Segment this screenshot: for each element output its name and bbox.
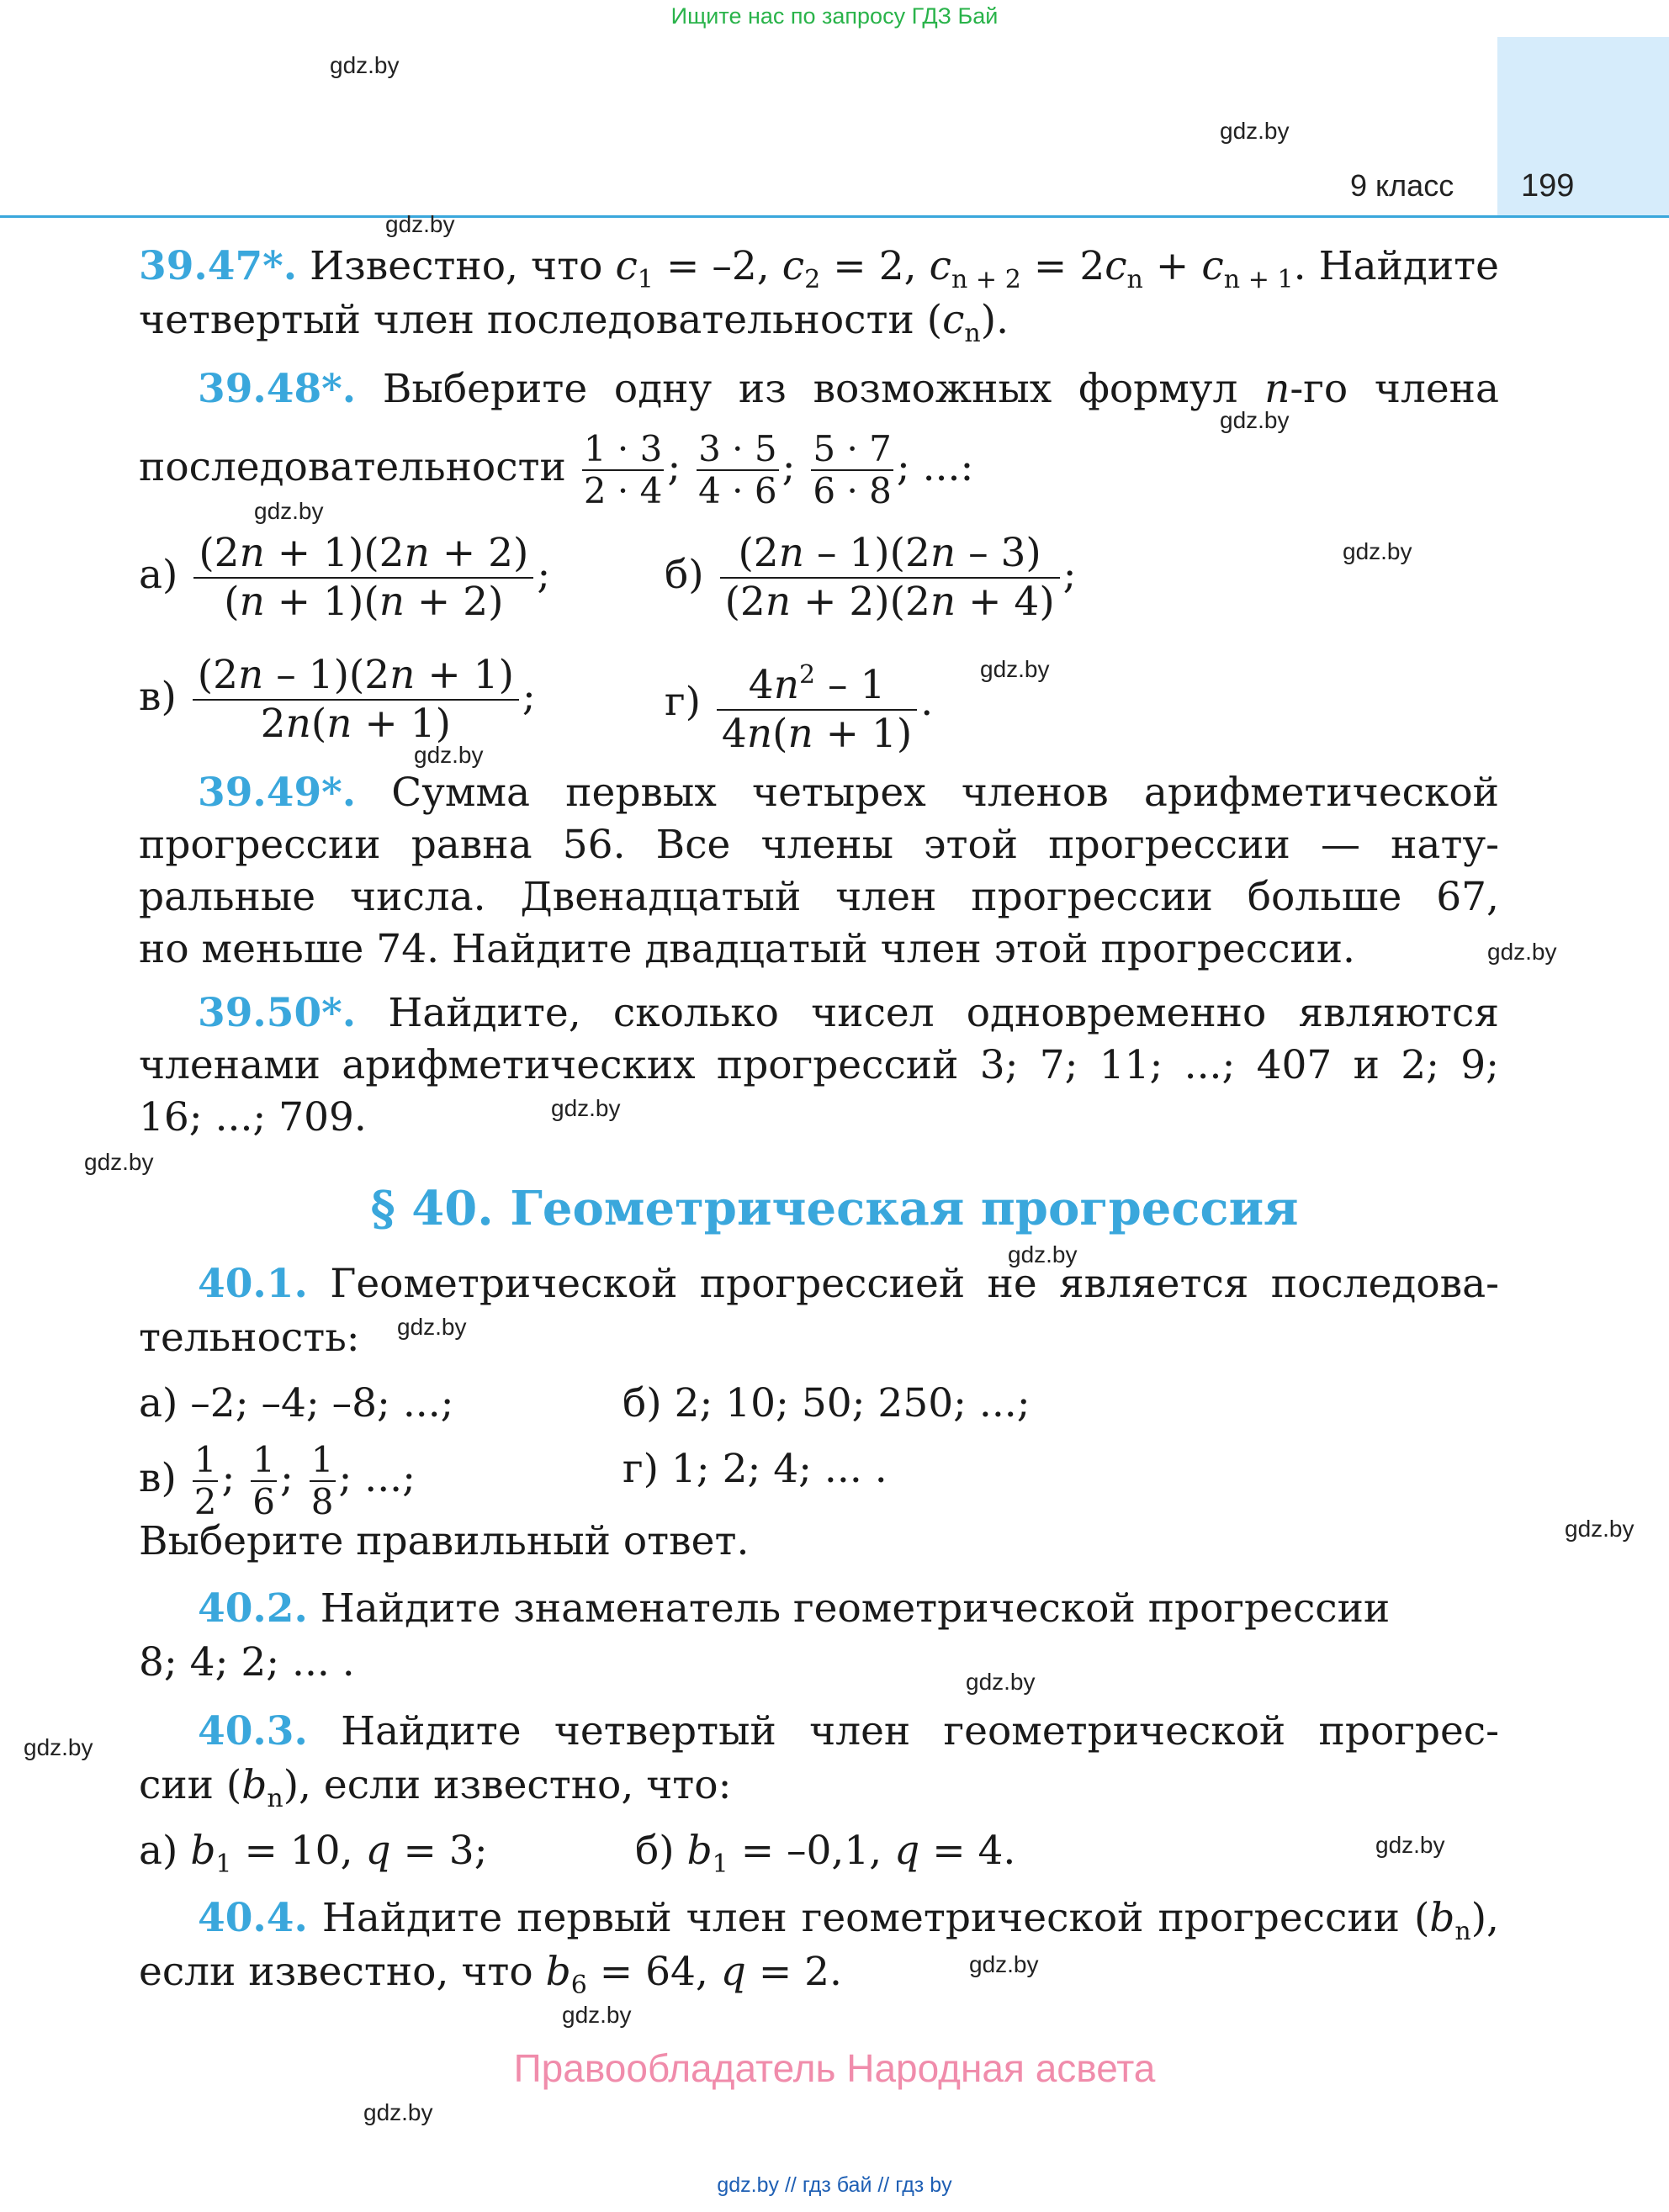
watermark: gdz.by	[980, 656, 1050, 682]
grade-label: 9 класс	[1350, 168, 1454, 203]
problem-39-48-line1: 39.48*. Выберите одну из возможных формул n-го члена	[198, 366, 1499, 412]
problem-39-47-line2: четвертый член последовательности $(c_n)$.	[139, 297, 1009, 348]
problem-39-48-line2: последовательности $\frac{1 \cdot 3}{2 \cdot 4}$ ; $\frac{3 \cdot 5}{4 \cdot 6}$ ; $\frac{5 \cdot 7}{6 \cdot 8}$ ; ...:	[139, 428, 974, 511]
option-g: г) 1; 2; 4; ... .	[623, 1446, 887, 1492]
problem-number: 40.4.	[198, 1895, 308, 1941]
header-rule	[0, 215, 1669, 218]
problem-number: 39.47*.	[139, 243, 298, 289]
watermark: gdz.by	[966, 1669, 1036, 1695]
option-b: б) $b_1 = -0,1$, q = 4.	[635, 1828, 1016, 1879]
problem-40-1-line2: тельность:	[139, 1315, 360, 1361]
option-b: б) 2; 10; 50; 250; ...;	[623, 1380, 1031, 1426]
watermark: gdz.by	[385, 211, 455, 237]
problem-39-49-line3: ральные числа. Двенадцатый член прогрессии больше 67,	[139, 874, 1499, 920]
option-v: в) $\frac{(2n - 1)(2n + 1)}{2n(n + 1)}$ ;	[139, 652, 536, 747]
problem-number: 39.48*.	[198, 366, 357, 412]
watermark: gdz.by	[562, 2002, 632, 2028]
watermark: gdz.by	[84, 1149, 154, 1175]
watermark: gdz.by	[363, 2099, 433, 2125]
problem-40-1-line1: 40.1. Геометрической прогрессией не является последова-	[198, 1261, 1499, 1307]
problem-39-50-line2: членами арифметических прогрессий 3; 7; 11; ...; 407 и 2; 9;	[139, 1042, 1499, 1088]
problem-40-1-answer: Выберите правильный ответ.	[139, 1518, 750, 1564]
top-banner: Ищите нас по запросу ГДЗ Бай	[670, 3, 999, 29]
watermark: gdz.by	[1565, 1516, 1635, 1542]
problem-39-49-line2: прогрессии равна 56. Все члены этой прогрессии — нату-	[139, 822, 1499, 868]
watermark: gdz.by	[551, 1095, 621, 1121]
problem-40-3-line2: сии $(b_n)$, если известно, что:	[139, 1762, 732, 1813]
problem-40-2-line1: 40.2. Найдите знаменатель геометрической прогрессии	[198, 1585, 1391, 1632]
problem-number: 39.49*.	[198, 770, 357, 816]
option-a: а) $b_1 = 10$, q = 3;	[139, 1828, 488, 1879]
problem-39-50-line3: 16; ...; 709.	[139, 1094, 367, 1140]
problem-number: 40.3.	[198, 1708, 308, 1754]
watermark: gdz.by	[1220, 407, 1290, 433]
watermark: gdz.by	[1375, 1832, 1445, 1858]
problem-39-47-line1: 39.47*. Известно, что $c_1 = -2$, $c_2 = 2$, $c_{n + 2} = 2c_n + c_{n + 1}$. Найдите	[139, 243, 1499, 294]
problem-40-4-line1: 40.4. Найдите первый член геометрической прогрессии $(b_n)$,	[198, 1895, 1499, 1946]
problem-39-49-line1: 39.49*. Сумма первых четырех членов арифметической	[198, 770, 1499, 816]
section-title: § 40. Геометрическая прогрессия	[370, 1181, 1299, 1236]
option-a: а) $\frac{(2n + 1)(2n + 2)}{(n + 1)(n + 2)}$ ;	[139, 530, 551, 625]
problem-39-49-line4: но меньше 74. Найдите двадцатый член этой прогрессии.	[139, 926, 1355, 972]
problem-40-2-line2: 8; 4; 2; ... .	[139, 1639, 355, 1685]
problem-number: 40.1.	[198, 1261, 308, 1307]
watermark: gdz.by	[1008, 1241, 1078, 1267]
watermark: gdz.by	[330, 52, 400, 78]
option-a: а) –2; –4; –8; ...;	[139, 1380, 454, 1426]
option-v: в) $\frac{1}{2}$ ; $\frac{1}{6}$ ; $\frac{1}{8}$ ; ...;	[139, 1439, 416, 1522]
watermark: gdz.by	[24, 1734, 93, 1760]
option-b: б) $\frac{(2n - 1)(2n - 3)}{(2n + 2)(2n + 4)}$ ;	[665, 530, 1077, 625]
copyright-notice: Правообладатель Народная асвета	[513, 2046, 1156, 2090]
watermark: gdz.by	[1343, 538, 1412, 564]
watermark: gdz.by	[1487, 939, 1557, 965]
page-number: 199	[1521, 168, 1575, 204]
watermark: gdz.by	[397, 1314, 467, 1340]
watermark: gdz.by	[254, 498, 324, 524]
watermark: gdz.by	[969, 1951, 1039, 1977]
footer-links[interactable]: gdz.by // гдз бай // гдз by	[717, 2173, 952, 2197]
problem-40-4-line2: если известно, что $b_6 = 64$, q = 2.	[139, 1949, 842, 2000]
option-g: г) $\frac{4n^2 - 1}{4n(n + 1)}$ .	[665, 652, 933, 758]
problem-number: 39.50*.	[198, 990, 357, 1036]
problem-39-50-line1: 39.50*. Найдите, сколько чисел одновременно являются	[198, 990, 1499, 1036]
watermark: gdz.by	[414, 742, 484, 768]
watermark: gdz.by	[1220, 118, 1290, 144]
problem-40-3-line1: 40.3. Найдите четвертый член геометрической прогрес-	[198, 1708, 1499, 1754]
problem-number: 40.2.	[198, 1585, 308, 1632]
